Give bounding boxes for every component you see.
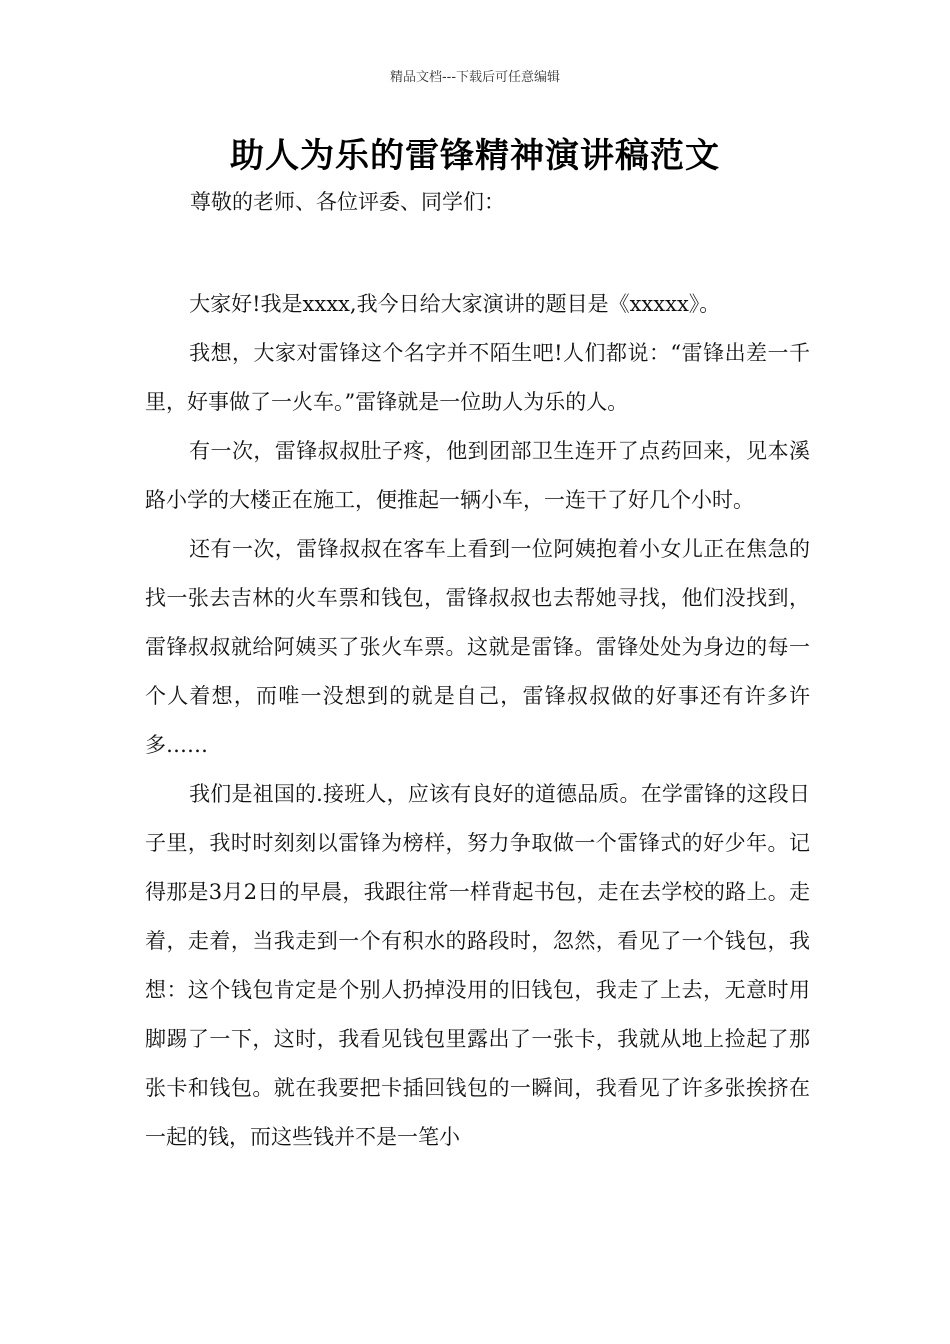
paragraph: 我想，大家对雷锋这个名字并不陌生吧!人们都说：“雷锋出差一千里，好事做了一火车。”雷锋就是一位助人为乐的人。 [145,341,810,414]
document-title: 助人为乐的雷锋精神演讲稿范文 [230,136,720,176]
document-body [145,280,810,1162]
paragraph: 还有一次，雷锋叔叔在客车上看到一位阿姨抱着小女儿正在焦急的找一张去吉林的火车票和钱包，雷锋叔叔也去帮她寻找，他们没找到，雷锋叔叔就给阿姨买了张火车票。这就是雷锋。雷锋处处为身边的每一个人着想，而唯一没想到的就是自己，雷锋叔叔做的好事还有许多许多…… [145,537,810,757]
paragraph: 我们是祖国的.接班人，应该有良好的道德品质。在学雷锋的这段日子里，我时时刻刻以雷锋为榜样，努力争取做一个雷锋式的好少年。记得那是3月2日的早晨，我跟往常一样背起书包，走在去学校的路上。走着，走着，当我走到一个有积水的路段时，忽然，看见了一个钱包，我想：这个钱包肯定是个别人扔掉没用的旧钱包，我走了上去，无意时用脚踢了一下，这时，我看见钱包里露出了一张卡，我就从地上捡起了那张卡和钱包。就在我要把卡插回钱包的一瞬间，我看见了许多张挨挤在一起的钱，而这些钱并不是一笔小 [145,782,810,1149]
paragraph: 大家好!我是xxxx,我今日给大家演讲的题目是《xxxxx》。 [189,292,721,316]
salutation: 尊敬的老师、各位评委、同学们： [190,190,505,214]
header-note: 精品文档---下载后可任意编辑 [389,70,561,85]
paragraph: 有一次，雷锋叔叔肚子疼，他到团部卫生连开了点药回来，见本溪路小学的大楼正在施工，便推起一辆小车，一连干了好几个小时。 [145,439,810,512]
